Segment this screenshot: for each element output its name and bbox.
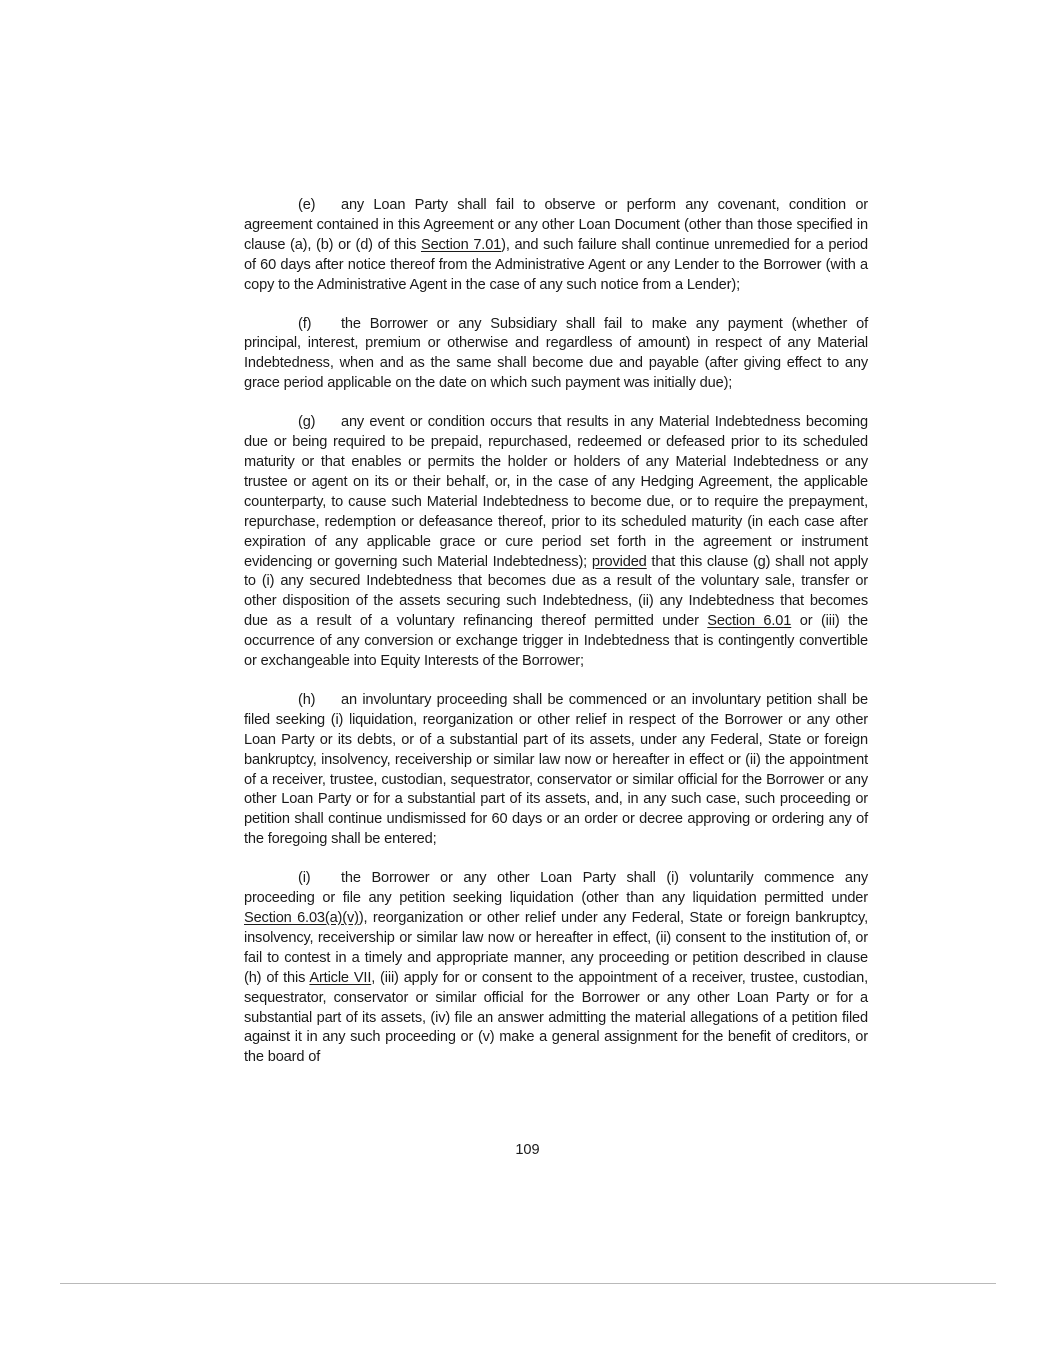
clause-text: any event or condition occurs that results in any Material Indebtedness becoming due or being required to be prepaid, repurchased, redeemed or defeased prior to its scheduled maturity or that enables or permits the holder or holders of any Material Indebtedness or any trustee or agent on its or their behalf, or, in the case of any Hedging Agreement, the applicable counterparty, to cause such Material Indebtedness to become due, or to require the prepayment, repurchase, redemption or defeasance thereof, prior to its scheduled maturity (in each case after expiration of any applicable grace or cure period set forth in the agreement or instrument evidencing or governing such Material Indebtedness); — [244, 414, 868, 570]
clause-text: any Loan Party shall fail to observe or perform any covenant, condition or agreement contained in this Agreement or any other Loan Document (other than those specified in clause (a), (b) or (d) of this — [244, 197, 868, 253]
clause-e — [244, 196, 868, 296]
defined-term-underlined: provided — [591, 553, 647, 570]
clause-f — [244, 315, 868, 395]
document-body — [244, 196, 868, 1087]
clause-label: (g) — [298, 414, 316, 431]
cross-reference-link: Section 6.03(a)(v) — [244, 910, 359, 926]
footer-divider — [60, 1283, 996, 1284]
clause-text: the Borrower or any Subsidiary shall fail to make any payment (whether of principal, interest, premium or otherwise and regardless of amount) in respect of any Material Indebtedness, when and as the same shall become due and payable (after giving effect to any grace period applicable on the date on which such payment was initially due); — [244, 315, 868, 392]
cross-reference-link: Section 7.01 — [420, 236, 502, 253]
clause-g — [244, 413, 868, 672]
clause-label: (h) — [298, 691, 316, 708]
cross-reference-link: Section 6.01 — [707, 613, 792, 630]
clause-text: ), reorganization or other relief under any Federal, State or foreign bankruptcy, insolvency, receivership or similar law now or hereafter in effect, (ii) consent to the institution of, or fail to contest in a timely and appropriate manner, any proceeding or petition described in clause (h) of this — [244, 910, 868, 986]
clause-label: (e) — [298, 197, 316, 213]
clause-text: that this clause (g) shall not apply to (i) any secured Indebtedness that becomes due as a result of the voluntary sale, transfer or other disposition of the assets securing such Indebtedness, (ii) any Indebtedness that becomes due as a result of a voluntary refinancing thereof permitted under — [244, 553, 868, 630]
clause-text: , (iii) apply for or consent to the appointment of a receiver, trustee, custodian, sequestrator, conservator or similar official for the Borrower or any other Loan Party or for a substantial part of its assets, (iv) file an answer admitting the material allegations of a petition filed against it in any such proceeding or (v) make a general assignment for the benefit of creditors, or the board of — [244, 969, 868, 1066]
clause-text: the Borrower or any other Loan Party shall (i) voluntarily commence any proceeding or file any petition seeking liquidation (other than any liquidation permitted under — [244, 870, 868, 907]
page-number: 109 — [515, 1142, 540, 1158]
clause-i — [244, 869, 868, 1068]
clause-h — [244, 691, 868, 850]
clause-text: or (iii) the occurrence of any conversion or exchange trigger in Indebtedness that is contingently convertible or exchangeable into Equity Interests of the Borrower; — [244, 613, 868, 670]
clause-label: (f) — [298, 315, 312, 332]
cross-reference-link: Article VII — [309, 969, 372, 986]
clause-text: ), and such failure shall continue unremedied for a period of 60 days after notice thereof from the Administrative Agent or any Lender to the Borrower (with a copy to the Administrative Agent in the case of any such notice from a Lender); — [244, 236, 869, 293]
clause-label: (i) — [298, 870, 311, 887]
clause-text: an involuntary proceeding shall be commenced or an involuntary petition shall be filed seeking (i) liquidation, reorganization or other relief in respect of the Borrower or any other Loan Party or its debts, or of a substantial part of its assets, under any Federal, State or foreign bankruptcy, insolvency, receivership or similar law now or hereafter in effect or (ii) the appointment of a receiver, trustee, custodian, sequestrator, conservator or similar official for the Borrower or any other Loan Party or for a substantial part of its assets, and, in any such case, such proceeding or petition shall continue undismissed for 60 days or an order or decree approving or ordering any of the foregoing shall be entered; — [244, 691, 868, 848]
